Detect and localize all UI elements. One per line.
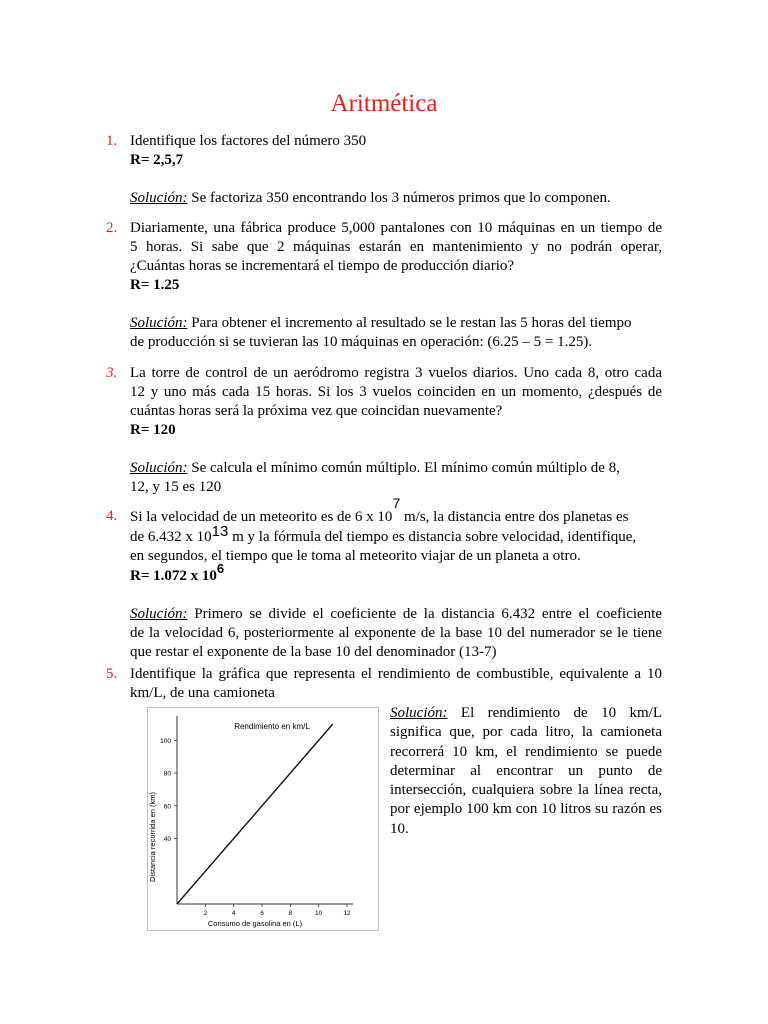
question-3 [106, 364, 662, 497]
solution [130, 189, 662, 208]
answer: R= 1.072 x 106 [130, 561, 225, 584]
solution-text: determinar al encontrar un punto de [390, 762, 662, 779]
fuel-efficiency-chart [147, 707, 379, 931]
solution-text: significa que, por cada litro, la camioneta [390, 724, 662, 741]
solution-text: 10. [390, 820, 409, 837]
question-number: 2. [106, 220, 118, 236]
x-tick-label: 6 [260, 910, 264, 917]
question-text: km/L, de una camioneta [130, 685, 275, 701]
y-tick-label: 60 [163, 803, 171, 811]
x-tick-label: 8 [288, 910, 293, 917]
x-tick-label: 2 [203, 910, 208, 917]
y-axis-label: Distancia recorrida en (km) [148, 791, 157, 883]
solution-text: Para obtener el incremento al resultado se le restan las 5 horas del tiempo [191, 315, 632, 331]
chart-title: Rendimiento en km/L [234, 722, 310, 731]
y-tick-label: 80 [163, 770, 171, 778]
solution-label: Solución: [130, 315, 188, 331]
solution-text: El rendimiento de 10 km/L [460, 705, 662, 721]
question-text: 5 horas. Si sabe que 2 máquinas estarán en mantenimiento y no podrán operar, [130, 239, 662, 255]
question-5-solution [390, 704, 662, 839]
answer: R= 1.25 [130, 277, 180, 293]
solution [390, 704, 662, 723]
solution-text: Se calcula el mínimo común múltiplo. El mínimo común múltiplo de 8, [191, 460, 620, 476]
solution-text: Primero se divide el coeficiente de la distancia 6.432 entre el coeficiente [194, 606, 663, 622]
answer: R= 120 [130, 422, 176, 438]
question-text: La torre de control de un aeródromo registra 3 vuelos diarios. Uno cada 8, otro cada [130, 365, 662, 381]
x-tick-label: 4 [231, 910, 236, 917]
question-text: Diariamente, una fábrica produce 5,000 pantalones con 10 máquinas en un tiempo de [130, 220, 662, 236]
question-text: Identifique la gráfica que representa el rendimiento de combustible, equivalente a 10 [130, 666, 662, 682]
question-text: ¿Cuántas horas se incrementará el tiempo de producción diario? [130, 258, 515, 274]
question-2 [106, 219, 662, 352]
question-number: 3. [106, 365, 118, 381]
question-text: cuántas horas será la próxima vez que coincidan nuevamente? [130, 403, 503, 419]
question-number: 1. [106, 133, 118, 149]
solution-text: de la velocidad 6, posteriormente al exponente de la base 10 del numerador se le tiene [130, 625, 662, 641]
y-tick-label: 40 [163, 836, 171, 844]
question-5 [106, 665, 662, 703]
x-tick-label: 10 [315, 910, 323, 917]
solution-text: que restar el exponente de la base 10 del denominador (13-7) [130, 644, 497, 660]
question-number: 5. [106, 666, 118, 682]
solution-text: intersección, cualquiera sobre la línea recta, [390, 782, 662, 799]
y-tick-label: 100 [160, 737, 171, 745]
exponent: 13 [211, 523, 229, 540]
solution [130, 605, 662, 624]
solution [130, 314, 662, 333]
exponent: 6 [216, 561, 225, 576]
solution-text: de producción si se tuvieran las 10 máquinas en operación: (6.25 – 5 = 1.25). [130, 334, 593, 350]
answer: R= 2,5,7 [130, 152, 184, 168]
question-text: en segundos, el tiempo que le toma al meteorito viajar de un planeta a otro. [130, 548, 581, 564]
solution-label: Solución: [390, 705, 448, 721]
solution-text: 12, y 15 es 120 [130, 479, 222, 495]
solution-label: Solución: [130, 190, 188, 206]
question-4 [106, 495, 663, 662]
solution-text: recorrerá 10 km, el rendimiento se puede [390, 743, 662, 760]
x-tick-label: 12 [343, 910, 351, 917]
exponent: 7 [392, 495, 401, 511]
solution-label: Solución: [130, 460, 188, 476]
question-text: 12 y uno más cada 15 horas. Si los 3 vuelos coinciden en un momento, ¿después de [130, 384, 662, 400]
solution [130, 459, 662, 478]
solution-text: Se factoriza 350 encontrando los 3 números primos que lo componen. [191, 190, 611, 206]
solution-text: por ejemplo 100 km con 10 litros su razón es [390, 801, 662, 818]
question-text: Si la velocidad de un meteorito es de 6 x 107 m/s, la distancia entre dos planetas es [130, 495, 629, 525]
page-title: Aritmética [330, 90, 438, 117]
question-number: 4. [106, 508, 118, 524]
question-1 [106, 132, 662, 208]
solution-label: Solución: [130, 606, 188, 622]
question-text: Identifique los factores del número 350 [130, 133, 367, 149]
x-axis-label: Consumo de gasolina en (L) [207, 919, 303, 928]
question-text: de 6.432 x 1013 m y la fórmula del tiempo es distancia sobre velocidad, identifique, [130, 523, 637, 545]
